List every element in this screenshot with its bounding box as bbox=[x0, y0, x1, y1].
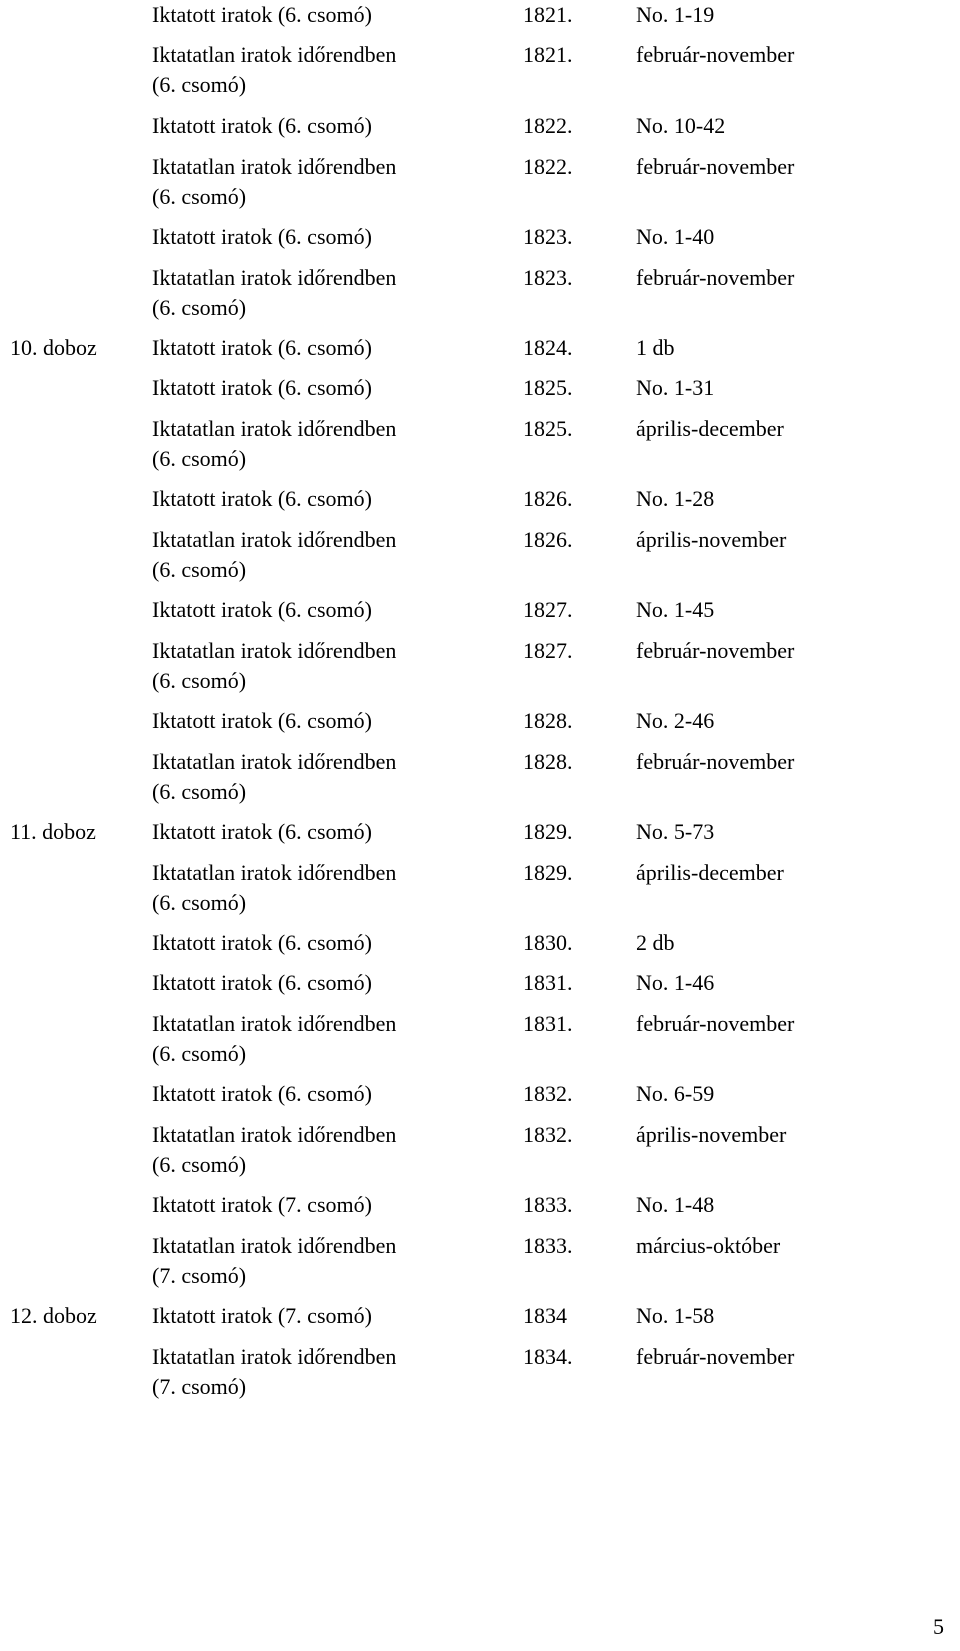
record-range: február-november bbox=[636, 265, 795, 290]
record-description bbox=[152, 595, 372, 625]
record-range: No. 1-40 bbox=[636, 224, 715, 249]
list-row bbox=[0, 1342, 960, 1402]
record-year: 1827. bbox=[523, 597, 573, 622]
record-range: No. 5-73 bbox=[636, 819, 715, 844]
description-line: Iktatatlan iratok időrendben bbox=[152, 1233, 397, 1258]
record-year: 1829. bbox=[523, 819, 573, 844]
record-year: 1822. bbox=[523, 113, 573, 138]
record-year: 1829. bbox=[523, 860, 573, 885]
record-description bbox=[152, 263, 396, 323]
record-range: 1 db bbox=[636, 335, 675, 360]
description-line: (6. csomó) bbox=[152, 446, 247, 471]
description-line: Iktatott iratok (7. csomó) bbox=[152, 1303, 372, 1328]
record-range: március-október bbox=[636, 1233, 781, 1258]
description-line: (6. csomó) bbox=[152, 295, 247, 320]
list-row bbox=[0, 40, 960, 100]
record-year: 1833. bbox=[523, 1192, 573, 1217]
description-line: Iktatatlan iratok időrendben bbox=[152, 527, 397, 552]
description-line: Iktatott iratok (6. csomó) bbox=[152, 2, 372, 27]
description-line: (6. csomó) bbox=[152, 557, 247, 582]
record-year: 1821. bbox=[523, 2, 573, 27]
record-description bbox=[152, 636, 396, 696]
description-line: Iktatott iratok (7. csomó) bbox=[152, 1192, 372, 1217]
record-description bbox=[152, 222, 372, 252]
description-line: Iktatott iratok (6. csomó) bbox=[152, 335, 372, 360]
description-line: Iktatott iratok (6. csomó) bbox=[152, 375, 372, 400]
record-description bbox=[152, 0, 372, 30]
record-description bbox=[152, 747, 396, 807]
description-line: Iktatatlan iratok időrendben bbox=[152, 42, 397, 67]
record-range: No. 1-19 bbox=[636, 2, 715, 27]
description-line: (6. csomó) bbox=[152, 72, 247, 97]
list-row bbox=[0, 1120, 960, 1180]
description-line: (6. csomó) bbox=[152, 779, 247, 804]
description-line: Iktatatlan iratok időrendben bbox=[152, 154, 397, 179]
record-year: 1830. bbox=[523, 930, 573, 955]
record-description bbox=[152, 414, 396, 474]
description-line: Iktatatlan iratok időrendben bbox=[152, 1344, 397, 1369]
description-line: (6. csomó) bbox=[152, 890, 247, 915]
record-range: No. 1-46 bbox=[636, 970, 715, 995]
list-row bbox=[0, 263, 960, 323]
record-year: 1825. bbox=[523, 375, 573, 400]
record-range: No. 10-42 bbox=[636, 113, 726, 138]
record-description bbox=[152, 152, 396, 212]
record-range: február-november bbox=[636, 154, 795, 179]
record-year: 1828. bbox=[523, 708, 573, 733]
list-row bbox=[0, 858, 960, 918]
record-description bbox=[152, 333, 372, 363]
list-row bbox=[0, 1009, 960, 1069]
record-range: február-november bbox=[636, 749, 795, 774]
record-description bbox=[152, 1231, 396, 1291]
record-description bbox=[152, 1079, 372, 1109]
description-line: (6. csomó) bbox=[152, 184, 247, 209]
record-range: április-december bbox=[636, 860, 784, 885]
description-line: Iktatott iratok (6. csomó) bbox=[152, 819, 372, 844]
record-year: 1821. bbox=[523, 42, 573, 67]
description-line: Iktatatlan iratok időrendben bbox=[152, 749, 397, 774]
record-range: 2 db bbox=[636, 930, 675, 955]
description-line: Iktatott iratok (6. csomó) bbox=[152, 113, 372, 138]
description-line: Iktatatlan iratok időrendben bbox=[152, 1122, 397, 1147]
description-line: (6. csomó) bbox=[152, 1041, 247, 1066]
record-description bbox=[152, 1009, 396, 1069]
description-line: Iktatatlan iratok időrendben bbox=[152, 860, 397, 885]
record-year: 1831. bbox=[523, 970, 573, 995]
list-row bbox=[0, 525, 960, 585]
record-description bbox=[152, 858, 396, 918]
list-row bbox=[0, 1231, 960, 1291]
record-year: 1826. bbox=[523, 527, 573, 552]
record-year: 1833. bbox=[523, 1233, 573, 1258]
description-line: Iktatott iratok (6. csomó) bbox=[152, 224, 372, 249]
box-label: 12. doboz bbox=[10, 1303, 97, 1328]
description-line: Iktatott iratok (6. csomó) bbox=[152, 930, 372, 955]
record-range: No. 1-45 bbox=[636, 597, 715, 622]
record-range: február-november bbox=[636, 42, 795, 67]
record-range: No. 1-31 bbox=[636, 375, 715, 400]
list-row bbox=[0, 152, 960, 212]
list-row bbox=[0, 747, 960, 807]
page-number: 5 bbox=[933, 1614, 944, 1639]
record-description bbox=[152, 525, 396, 585]
description-line: Iktatatlan iratok időrendben bbox=[152, 1011, 397, 1036]
record-range: április-november bbox=[636, 527, 787, 552]
record-year: 1823. bbox=[523, 224, 573, 249]
record-range: No. 2-46 bbox=[636, 708, 715, 733]
record-range: No. 1-58 bbox=[636, 1303, 715, 1328]
record-year: 1832. bbox=[523, 1122, 573, 1147]
description-line: (6. csomó) bbox=[152, 1152, 247, 1177]
record-description bbox=[152, 111, 372, 141]
record-year: 1822. bbox=[523, 154, 573, 179]
record-description bbox=[152, 928, 372, 958]
record-year: 1834. bbox=[523, 1344, 573, 1369]
record-description bbox=[152, 817, 372, 847]
record-year: 1823. bbox=[523, 265, 573, 290]
record-range: No. 1-48 bbox=[636, 1192, 715, 1217]
record-range: február-november bbox=[636, 638, 795, 663]
record-year: 1826. bbox=[523, 486, 573, 511]
description-line: Iktatatlan iratok időrendben bbox=[152, 265, 397, 290]
record-year: 1831. bbox=[523, 1011, 573, 1036]
description-line: (7. csomó) bbox=[152, 1374, 247, 1399]
description-line: Iktatott iratok (6. csomó) bbox=[152, 1081, 372, 1106]
record-range: április-november bbox=[636, 1122, 787, 1147]
list-row bbox=[0, 414, 960, 474]
record-description bbox=[152, 373, 372, 403]
record-range: február-november bbox=[636, 1344, 795, 1369]
box-label: 11. doboz bbox=[10, 819, 96, 844]
record-range: február-november bbox=[636, 1011, 795, 1036]
description-line: Iktatatlan iratok időrendben bbox=[152, 638, 397, 663]
record-description bbox=[152, 968, 372, 998]
record-description bbox=[152, 40, 396, 100]
description-line: (6. csomó) bbox=[152, 668, 247, 693]
record-description bbox=[152, 1342, 396, 1402]
description-line: Iktatott iratok (6. csomó) bbox=[152, 970, 372, 995]
list-row bbox=[0, 636, 960, 696]
description-line: Iktatatlan iratok időrendben bbox=[152, 416, 397, 441]
record-description bbox=[152, 1190, 372, 1220]
record-description bbox=[152, 484, 372, 514]
record-range: No. 6-59 bbox=[636, 1081, 715, 1106]
record-year: 1834 bbox=[523, 1303, 567, 1328]
record-range: április-december bbox=[636, 416, 784, 441]
record-description bbox=[152, 1120, 396, 1180]
record-year: 1828. bbox=[523, 749, 573, 774]
record-year: 1827. bbox=[523, 638, 573, 663]
record-range: No. 1-28 bbox=[636, 486, 715, 511]
record-year: 1824. bbox=[523, 335, 573, 360]
record-description bbox=[152, 706, 372, 736]
description-line: Iktatott iratok (6. csomó) bbox=[152, 486, 372, 511]
record-year: 1825. bbox=[523, 416, 573, 441]
description-line: Iktatott iratok (6. csomó) bbox=[152, 597, 372, 622]
description-line: (7. csomó) bbox=[152, 1263, 247, 1288]
description-line: Iktatott iratok (6. csomó) bbox=[152, 708, 372, 733]
record-description bbox=[152, 1301, 372, 1331]
box-label: 10. doboz bbox=[10, 335, 97, 360]
record-year: 1832. bbox=[523, 1081, 573, 1106]
